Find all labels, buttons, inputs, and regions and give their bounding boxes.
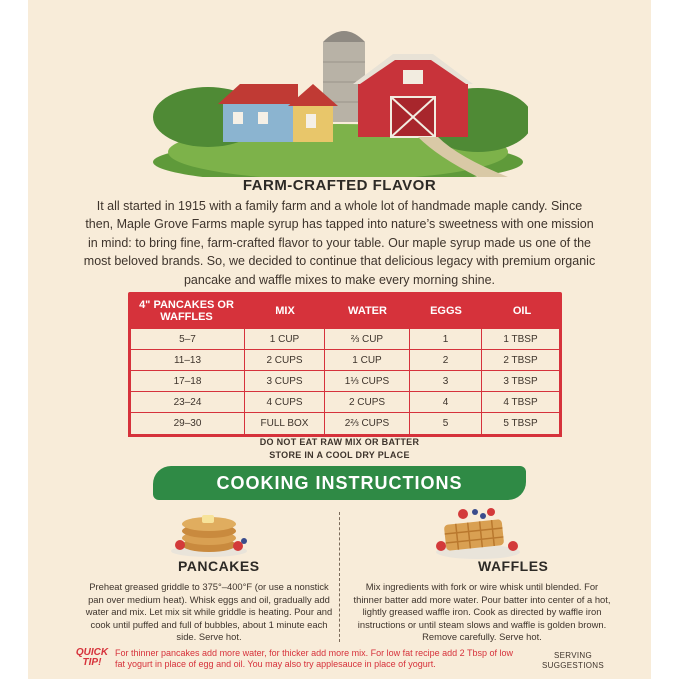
table-cell: 2⅔ CUPS xyxy=(325,413,410,434)
table-cell: 5 TBSP xyxy=(503,418,538,429)
pancakes-instructions: Preheat greased griddle to 375°–400°F (or use a nonstick pan over medium heat). Whisk eggs and oil, gradually add water and mix. Let mix sit while griddle is heating. Pour and cook until puffed and full of bubbles, about 1 minute each side. Serve hot. xyxy=(85,581,333,642)
table-cell: 1 CUP xyxy=(325,350,410,370)
table-cell: 3 xyxy=(410,371,482,391)
waffles-instructions: Mix ingredients with fork or wire whisk until blended. For thinner batter add more water. Pour batter into center of a hot, lightly greased waffle iron. Cook as directed by waffle iron instructions or until steam slows and waffle is golden brown. Remove carefully. Serve hot. xyxy=(353,581,611,642)
storage-notes xyxy=(28,436,651,462)
mixing-table xyxy=(128,292,562,437)
table-cell: 4 xyxy=(410,392,482,412)
table-cell: 4 TBSP xyxy=(503,396,538,408)
table-cell: 2 TBSP xyxy=(503,354,538,366)
banner-label: COOKING INSTRUCTIONS xyxy=(216,472,463,493)
table-row xyxy=(131,413,559,434)
table-cell: 5 xyxy=(410,413,482,434)
quick-tip-text: For thinner pancakes add more water, for thicker add more mix. For low fat recipe add 2 Tbsp of low fat yogurt in place of egg and oil. You may also try applesauce in place of yogurt. xyxy=(115,648,514,669)
raw-mix-warning: DO NOT EAT RAW MIX OR BATTER xyxy=(259,437,420,447)
table-cell: 1 xyxy=(410,329,482,349)
cooking-instructions-banner xyxy=(153,466,526,500)
header-mix: MIX xyxy=(275,304,295,317)
farm-crafted-flavor-heading: FARM-CRAFTED FLAVOR xyxy=(242,177,437,194)
table-cell: FULL BOX xyxy=(245,413,325,434)
serving-suggestions-label: SERVING SUGGESTIONS xyxy=(542,651,604,670)
table-cell: 23–24 xyxy=(131,392,245,412)
pancakes-title: PANCAKES xyxy=(178,558,260,574)
storage-instruction: STORE IN A COOL DRY PLACE xyxy=(269,450,410,460)
table-cell: 11–13 xyxy=(131,350,245,370)
header-water: WATER xyxy=(348,304,387,317)
table-cell: 17–18 xyxy=(131,371,245,391)
waffles-title: WAFFLES xyxy=(478,558,549,574)
table-cell: 3 CUPS xyxy=(245,371,325,391)
table-cell: 2 CUPS xyxy=(245,350,325,370)
table-header xyxy=(128,292,562,329)
table-cell: 2 CUPS xyxy=(325,392,410,412)
table-cell: 3 TBSP xyxy=(503,375,538,387)
table-row xyxy=(131,329,559,350)
section-divider xyxy=(339,512,340,642)
table-row xyxy=(131,392,559,413)
quick-tip-label: QUICK TIP! xyxy=(75,647,109,668)
package-panel xyxy=(28,0,651,679)
table-row xyxy=(131,350,559,371)
header-oil: OIL xyxy=(512,304,532,317)
table-cell: ⅔ CUP xyxy=(325,329,410,349)
header-pancakes-or-waffles: 4" PANCAKES OR WAFFLES xyxy=(139,298,234,323)
table-row xyxy=(131,371,559,392)
table-body xyxy=(128,329,562,437)
intro-paragraph: It all started in 1915 with a family farm and a whole lot of handmade maple candy. Since then, Maple Grove Farms maple syrup has tapped into nature’s sweetness with one mission in mind: to bring fine, farm-crafted flavor to your table. Our maple syrup made us one of the most beloved brands. So, we decided to continue that delicious legacy with premium organic pancake and waffle mixes to make every morning shine. xyxy=(83,199,596,287)
table-cell: 1 TBSP xyxy=(503,333,538,345)
table-cell: 29–30 xyxy=(131,413,245,434)
waffle-illustration xyxy=(433,500,523,560)
header-eggs: EGGS xyxy=(430,304,462,317)
pancake-stack-illustration xyxy=(168,505,250,557)
farm-illustration xyxy=(148,12,528,177)
table-cell: 1⅓ CUPS xyxy=(325,371,410,391)
table-cell: 5–7 xyxy=(131,329,245,349)
table-cell: 4 CUPS xyxy=(245,392,325,412)
table-cell: 2 xyxy=(410,350,482,370)
table-cell: 1 CUP xyxy=(245,329,325,349)
